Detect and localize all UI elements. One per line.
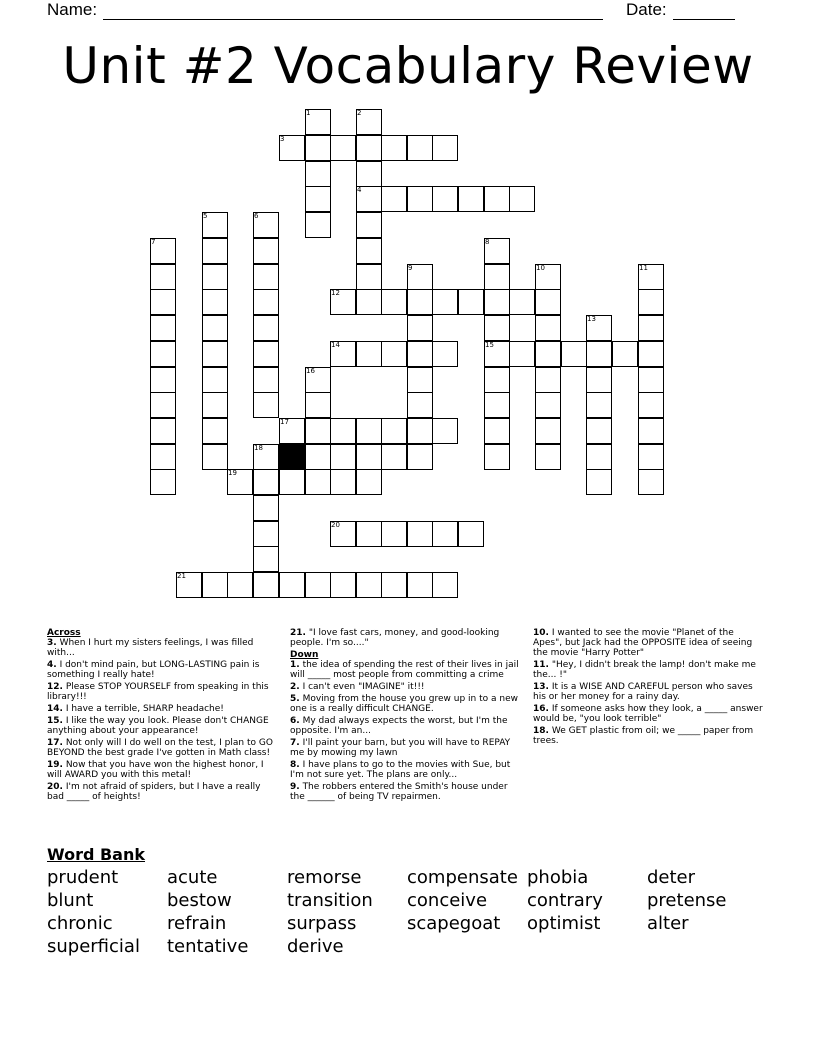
grid-cell[interactable]	[407, 444, 433, 470]
grid-cell[interactable]	[356, 212, 382, 238]
clue-text: Not only will I do well on the test, I plan to GO BEYOND the best grade I've gotten in Math class!	[47, 738, 273, 758]
grid-cell[interactable]	[150, 469, 176, 495]
grid-cell[interactable]	[458, 289, 484, 315]
word-bank-word: compensate	[407, 867, 518, 888]
word-bank-word: derive	[287, 936, 344, 957]
grid-cell[interactable]	[561, 341, 587, 367]
grid-cell[interactable]	[150, 418, 176, 444]
grid-cell[interactable]	[253, 546, 279, 572]
clues-column-3	[533, 628, 765, 748]
clue-num: 12.	[47, 682, 63, 692]
clue-text: I have a terrible, SHARP headache!	[65, 704, 224, 714]
word-bank-word: acute	[167, 867, 218, 888]
grid-cell[interactable]	[509, 289, 535, 315]
across-clue	[47, 660, 279, 680]
grid-cell[interactable]	[432, 521, 458, 547]
clue-num: 17.	[47, 738, 63, 748]
word-bank-word: deter	[647, 867, 696, 888]
down-clue	[533, 704, 765, 724]
grid-cell[interactable]	[356, 161, 382, 187]
grid-cell[interactable]	[407, 418, 433, 444]
word-bank-word: phobia	[527, 867, 589, 888]
grid-cell[interactable]	[279, 572, 305, 598]
clue-text: I have plans to go to the movies with Sue, but I'm not sure yet. The plans are only...	[290, 760, 511, 780]
clue-num: 10.	[533, 628, 549, 638]
across-clue	[47, 638, 279, 658]
grid-cell[interactable]	[638, 367, 664, 393]
grid-cell[interactable]	[432, 418, 458, 444]
clue-number: 7	[151, 238, 156, 246]
word-bank-word: alter	[647, 913, 689, 934]
grid-cell[interactable]	[305, 212, 331, 238]
word-bank-word: contrary	[527, 890, 603, 911]
clue-number: 10	[536, 264, 545, 272]
grid-cell[interactable]	[612, 341, 638, 367]
grid-cell[interactable]	[381, 341, 407, 367]
grid-cell[interactable]	[330, 572, 356, 598]
grid-cell[interactable]	[356, 521, 382, 547]
clue-num: 20.	[47, 782, 63, 792]
grid-black-cell	[279, 444, 305, 470]
clues-column-2	[290, 628, 522, 804]
grid-cell[interactable]	[381, 135, 407, 161]
grid-cell[interactable]	[356, 135, 382, 161]
clue-number: 12	[331, 289, 340, 297]
down-clue	[290, 660, 522, 680]
page-title: Unit #2 Vocabulary Review	[62, 37, 754, 95]
grid-cell[interactable]	[356, 572, 382, 598]
across-clue	[47, 738, 279, 758]
grid-cell[interactable]	[253, 392, 279, 418]
grid-cell[interactable]	[150, 315, 176, 341]
grid-cell[interactable]	[202, 367, 228, 393]
grid-cell[interactable]	[150, 392, 176, 418]
across-clue	[47, 716, 279, 736]
grid-cell[interactable]	[202, 341, 228, 367]
clue-num: 18.	[533, 726, 549, 736]
grid-cell[interactable]	[407, 315, 433, 341]
clue-number: 13	[587, 315, 596, 323]
grid-cell[interactable]	[305, 572, 331, 598]
grid-cell[interactable]	[330, 418, 356, 444]
clue-number: 21	[177, 572, 186, 580]
across-clue	[47, 704, 279, 714]
across-clue	[290, 628, 522, 648]
clues-column-1	[47, 628, 279, 804]
clue-num: 14.	[47, 704, 63, 714]
word-bank-word: superficial	[47, 936, 140, 957]
grid-cell[interactable]	[407, 367, 433, 393]
grid-cell[interactable]	[279, 469, 305, 495]
grid-cell[interactable]	[305, 469, 331, 495]
clue-num: 8.	[290, 760, 300, 770]
clue-num: 5.	[290, 694, 300, 704]
grid-cell[interactable]	[150, 289, 176, 315]
grid-cell[interactable]	[509, 341, 535, 367]
clue-number: 6	[254, 212, 259, 220]
grid-cell[interactable]	[432, 186, 458, 212]
down-clue	[290, 694, 522, 714]
grid-cell[interactable]	[202, 264, 228, 290]
grid-cell[interactable]	[407, 135, 433, 161]
across-clue	[47, 760, 279, 780]
clue-num: 15.	[47, 716, 63, 726]
clue-text: I'll paint your barn, but you will have to REPAY me by mowing my lawn	[290, 738, 511, 758]
grid-cell[interactable]	[150, 264, 176, 290]
clue-text: "I love fast cars, money, and good-looking people. I'm so...."	[290, 628, 500, 648]
word-bank-word: remorse	[287, 867, 362, 888]
grid-cell[interactable]	[484, 392, 510, 418]
grid-cell[interactable]	[253, 289, 279, 315]
grid-cell[interactable]	[356, 264, 382, 290]
word-bank-word: transition	[287, 890, 373, 911]
down-clue	[533, 660, 765, 680]
grid-cell[interactable]	[586, 444, 612, 470]
grid-cell[interactable]	[150, 341, 176, 367]
grid-cell[interactable]	[253, 469, 279, 495]
grid-cell[interactable]	[638, 315, 664, 341]
clue-text: I like the way you look. Please don't CHANGE anything about your appearance!	[47, 716, 269, 736]
across-clue	[47, 682, 279, 702]
clue-text: Please STOP YOURSELF from speaking in this library!!!	[47, 682, 269, 702]
grid-cell[interactable]	[535, 418, 561, 444]
grid-cell[interactable]	[407, 289, 433, 315]
clue-num: 2.	[290, 682, 300, 692]
clue-number: 15	[485, 341, 494, 349]
grid-cell[interactable]	[407, 572, 433, 598]
word-bank-word: blunt	[47, 890, 94, 911]
grid-cell[interactable]	[638, 341, 664, 367]
grid-cell[interactable]	[330, 444, 356, 470]
clue-num: 13.	[533, 682, 549, 692]
clue-num: 3.	[47, 638, 57, 648]
clue-number: 5	[203, 212, 208, 220]
grid-cell[interactable]	[407, 186, 433, 212]
down-clue	[533, 682, 765, 702]
grid-cell[interactable]	[484, 315, 510, 341]
clue-text: We GET plastic from oil; we _____ paper from trees.	[533, 726, 754, 746]
grid-cell[interactable]	[253, 315, 279, 341]
grid-cell[interactable]	[535, 289, 561, 315]
grid-cell[interactable]	[484, 367, 510, 393]
grid-cell[interactable]	[356, 469, 382, 495]
grid-cell[interactable]	[202, 572, 228, 598]
clue-text: "Hey, I didn't break the lamp! don't make me the... !"	[533, 660, 756, 680]
clue-num: 7.	[290, 738, 300, 748]
word-bank-word: surpass	[287, 913, 357, 934]
grid-cell[interactable]	[202, 289, 228, 315]
grid-cell[interactable]	[253, 367, 279, 393]
word-bank-word: conceive	[407, 890, 488, 911]
grid-cell[interactable]	[202, 444, 228, 470]
clue-text: the idea of spending the rest of their lives in jail will _____ most people from committing a crime	[290, 660, 519, 680]
grid-cell[interactable]	[586, 418, 612, 444]
down-heading: Down	[290, 650, 319, 660]
grid-cell[interactable]	[432, 572, 458, 598]
grid-cell[interactable]	[638, 289, 664, 315]
clue-text: My dad always expects the worst, but I'm the opposite. I'm an...	[290, 716, 508, 736]
grid-cell[interactable]	[432, 341, 458, 367]
clue-text: I'm not afraid of spiders, but I have a really bad _____ of heights!	[47, 782, 261, 802]
grid-cell[interactable]	[535, 392, 561, 418]
word-bank	[47, 867, 767, 957]
grid-cell[interactable]	[202, 238, 228, 264]
clue-number: 19	[228, 469, 237, 477]
clue-num: 9.	[290, 782, 300, 792]
grid-cell[interactable]	[253, 495, 279, 521]
clue-text: When I hurt my sisters feelings, I was filled with...	[47, 638, 254, 658]
grid-cell[interactable]	[356, 289, 382, 315]
word-bank-word: refrain	[167, 913, 227, 934]
grid-cell[interactable]	[638, 392, 664, 418]
clue-number: 1	[306, 109, 311, 117]
grid-cell[interactable]	[381, 521, 407, 547]
clue-num: 4.	[47, 660, 57, 670]
grid-cell[interactable]	[381, 444, 407, 470]
grid-cell[interactable]	[202, 315, 228, 341]
down-clue	[290, 682, 522, 692]
grid-cell[interactable]	[330, 135, 356, 161]
grid-cell[interactable]	[407, 341, 433, 367]
clue-number: 20	[331, 521, 340, 529]
clue-number: 14	[331, 341, 340, 349]
grid-cell[interactable]	[484, 264, 510, 290]
date-label: Date:	[626, 0, 667, 19]
grid-cell[interactable]	[253, 264, 279, 290]
grid-cell[interactable]	[535, 444, 561, 470]
word-bank-title: Word Bank	[47, 845, 146, 864]
grid-cell[interactable]	[458, 186, 484, 212]
clue-number: 4	[357, 186, 362, 194]
grid-cell[interactable]	[227, 572, 253, 598]
grid-cell[interactable]	[305, 186, 331, 212]
clue-text: Now that you have won the highest honor, I will AWARD you with this metal!	[47, 760, 264, 780]
clue-number: 2	[357, 109, 362, 117]
clue-number: 18	[254, 444, 263, 452]
clue-number: 17	[280, 418, 289, 426]
clue-text: Moving from the house you grew up in to a new one is a really difficult CHANGE.	[290, 694, 518, 714]
grid-cell[interactable]	[356, 418, 382, 444]
grid-cell[interactable]	[305, 418, 331, 444]
grid-cell[interactable]	[407, 392, 433, 418]
grid-cell[interactable]	[458, 521, 484, 547]
word-bank-word: bestow	[167, 890, 232, 911]
clue-number: 3	[280, 135, 285, 143]
word-bank-word: pretense	[647, 890, 727, 911]
down-clue	[290, 760, 522, 780]
grid-cell[interactable]	[484, 289, 510, 315]
clue-number: 8	[485, 238, 490, 246]
grid-cell[interactable]	[638, 444, 664, 470]
grid-cell[interactable]	[432, 289, 458, 315]
down-clue	[290, 738, 522, 758]
grid-cell[interactable]	[202, 392, 228, 418]
grid-cell[interactable]	[253, 521, 279, 547]
down-clue	[290, 782, 522, 802]
clue-num: 6.	[290, 716, 300, 726]
down-clue	[533, 628, 765, 658]
clue-num: 16.	[533, 704, 549, 714]
grid-cell[interactable]	[535, 341, 561, 367]
grid-cell[interactable]	[150, 367, 176, 393]
grid-cell[interactable]	[407, 521, 433, 547]
grid-cell[interactable]	[638, 469, 664, 495]
grid-cell[interactable]	[202, 418, 228, 444]
grid-cell[interactable]	[356, 238, 382, 264]
clue-num: 1.	[290, 660, 300, 670]
grid-cell[interactable]	[305, 392, 331, 418]
grid-cell[interactable]	[586, 367, 612, 393]
grid-cell[interactable]	[484, 186, 510, 212]
grid-cell[interactable]	[356, 444, 382, 470]
grid-cell[interactable]	[305, 444, 331, 470]
down-clue	[533, 726, 765, 746]
name-label: Name:	[47, 0, 98, 19]
word-bank-word: chronic	[47, 913, 113, 934]
grid-cell[interactable]	[381, 186, 407, 212]
grid-cell[interactable]	[305, 135, 331, 161]
grid-cell[interactable]	[484, 444, 510, 470]
grid-cell[interactable]	[305, 161, 331, 187]
grid-cell[interactable]	[381, 572, 407, 598]
grid-cell[interactable]	[381, 418, 407, 444]
clue-number: 16	[306, 367, 315, 375]
clue-text: I can't even "IMAGINE" it!!!	[302, 682, 425, 692]
clue-text: I wanted to see the movie "Planet of the Apes", but Jack had the OPPOSITE idea of seeing the movie "Harry Potter"	[533, 628, 753, 658]
grid-cell[interactable]	[509, 186, 535, 212]
grid-cell[interactable]	[381, 289, 407, 315]
grid-cell[interactable]	[330, 469, 356, 495]
grid-cell[interactable]	[253, 238, 279, 264]
grid-cell[interactable]	[535, 367, 561, 393]
grid-cell[interactable]	[586, 392, 612, 418]
grid-cell[interactable]	[253, 572, 279, 598]
grid-cell[interactable]	[638, 418, 664, 444]
grid-cell[interactable]	[150, 444, 176, 470]
grid-cell[interactable]	[586, 469, 612, 495]
clue-text: The robbers entered the Smith's house under the ______ of being TV repairmen.	[290, 782, 508, 802]
clue-text: If someone asks how they look, a _____ answer would be, "you look terrible"	[533, 704, 763, 724]
clue-text: I don't mind pain, but LONG-LASTING pain is something I really hate!	[47, 660, 260, 680]
clue-number: 9	[408, 264, 413, 272]
grid-cell[interactable]	[535, 315, 561, 341]
clue-text: It is a WISE AND CAREFUL person who saves his or her money for a rainy day.	[533, 682, 753, 702]
grid-cell[interactable]	[432, 135, 458, 161]
word-bank-word: tentative	[167, 936, 249, 957]
grid-cell[interactable]	[356, 341, 382, 367]
word-bank-word: optimist	[527, 913, 601, 934]
grid-cell[interactable]	[484, 418, 510, 444]
grid-cell[interactable]	[253, 341, 279, 367]
clue-number: 11	[639, 264, 648, 272]
grid-cell[interactable]	[586, 341, 612, 367]
across-clue	[47, 782, 279, 802]
clue-num: 19.	[47, 760, 63, 770]
clue-num: 21.	[290, 628, 306, 638]
clue-num: 11.	[533, 660, 549, 670]
word-bank-word: scapegoat	[407, 913, 501, 934]
across-heading: Across	[47, 628, 81, 638]
word-bank-word: prudent	[47, 867, 119, 888]
down-clue	[290, 716, 522, 736]
